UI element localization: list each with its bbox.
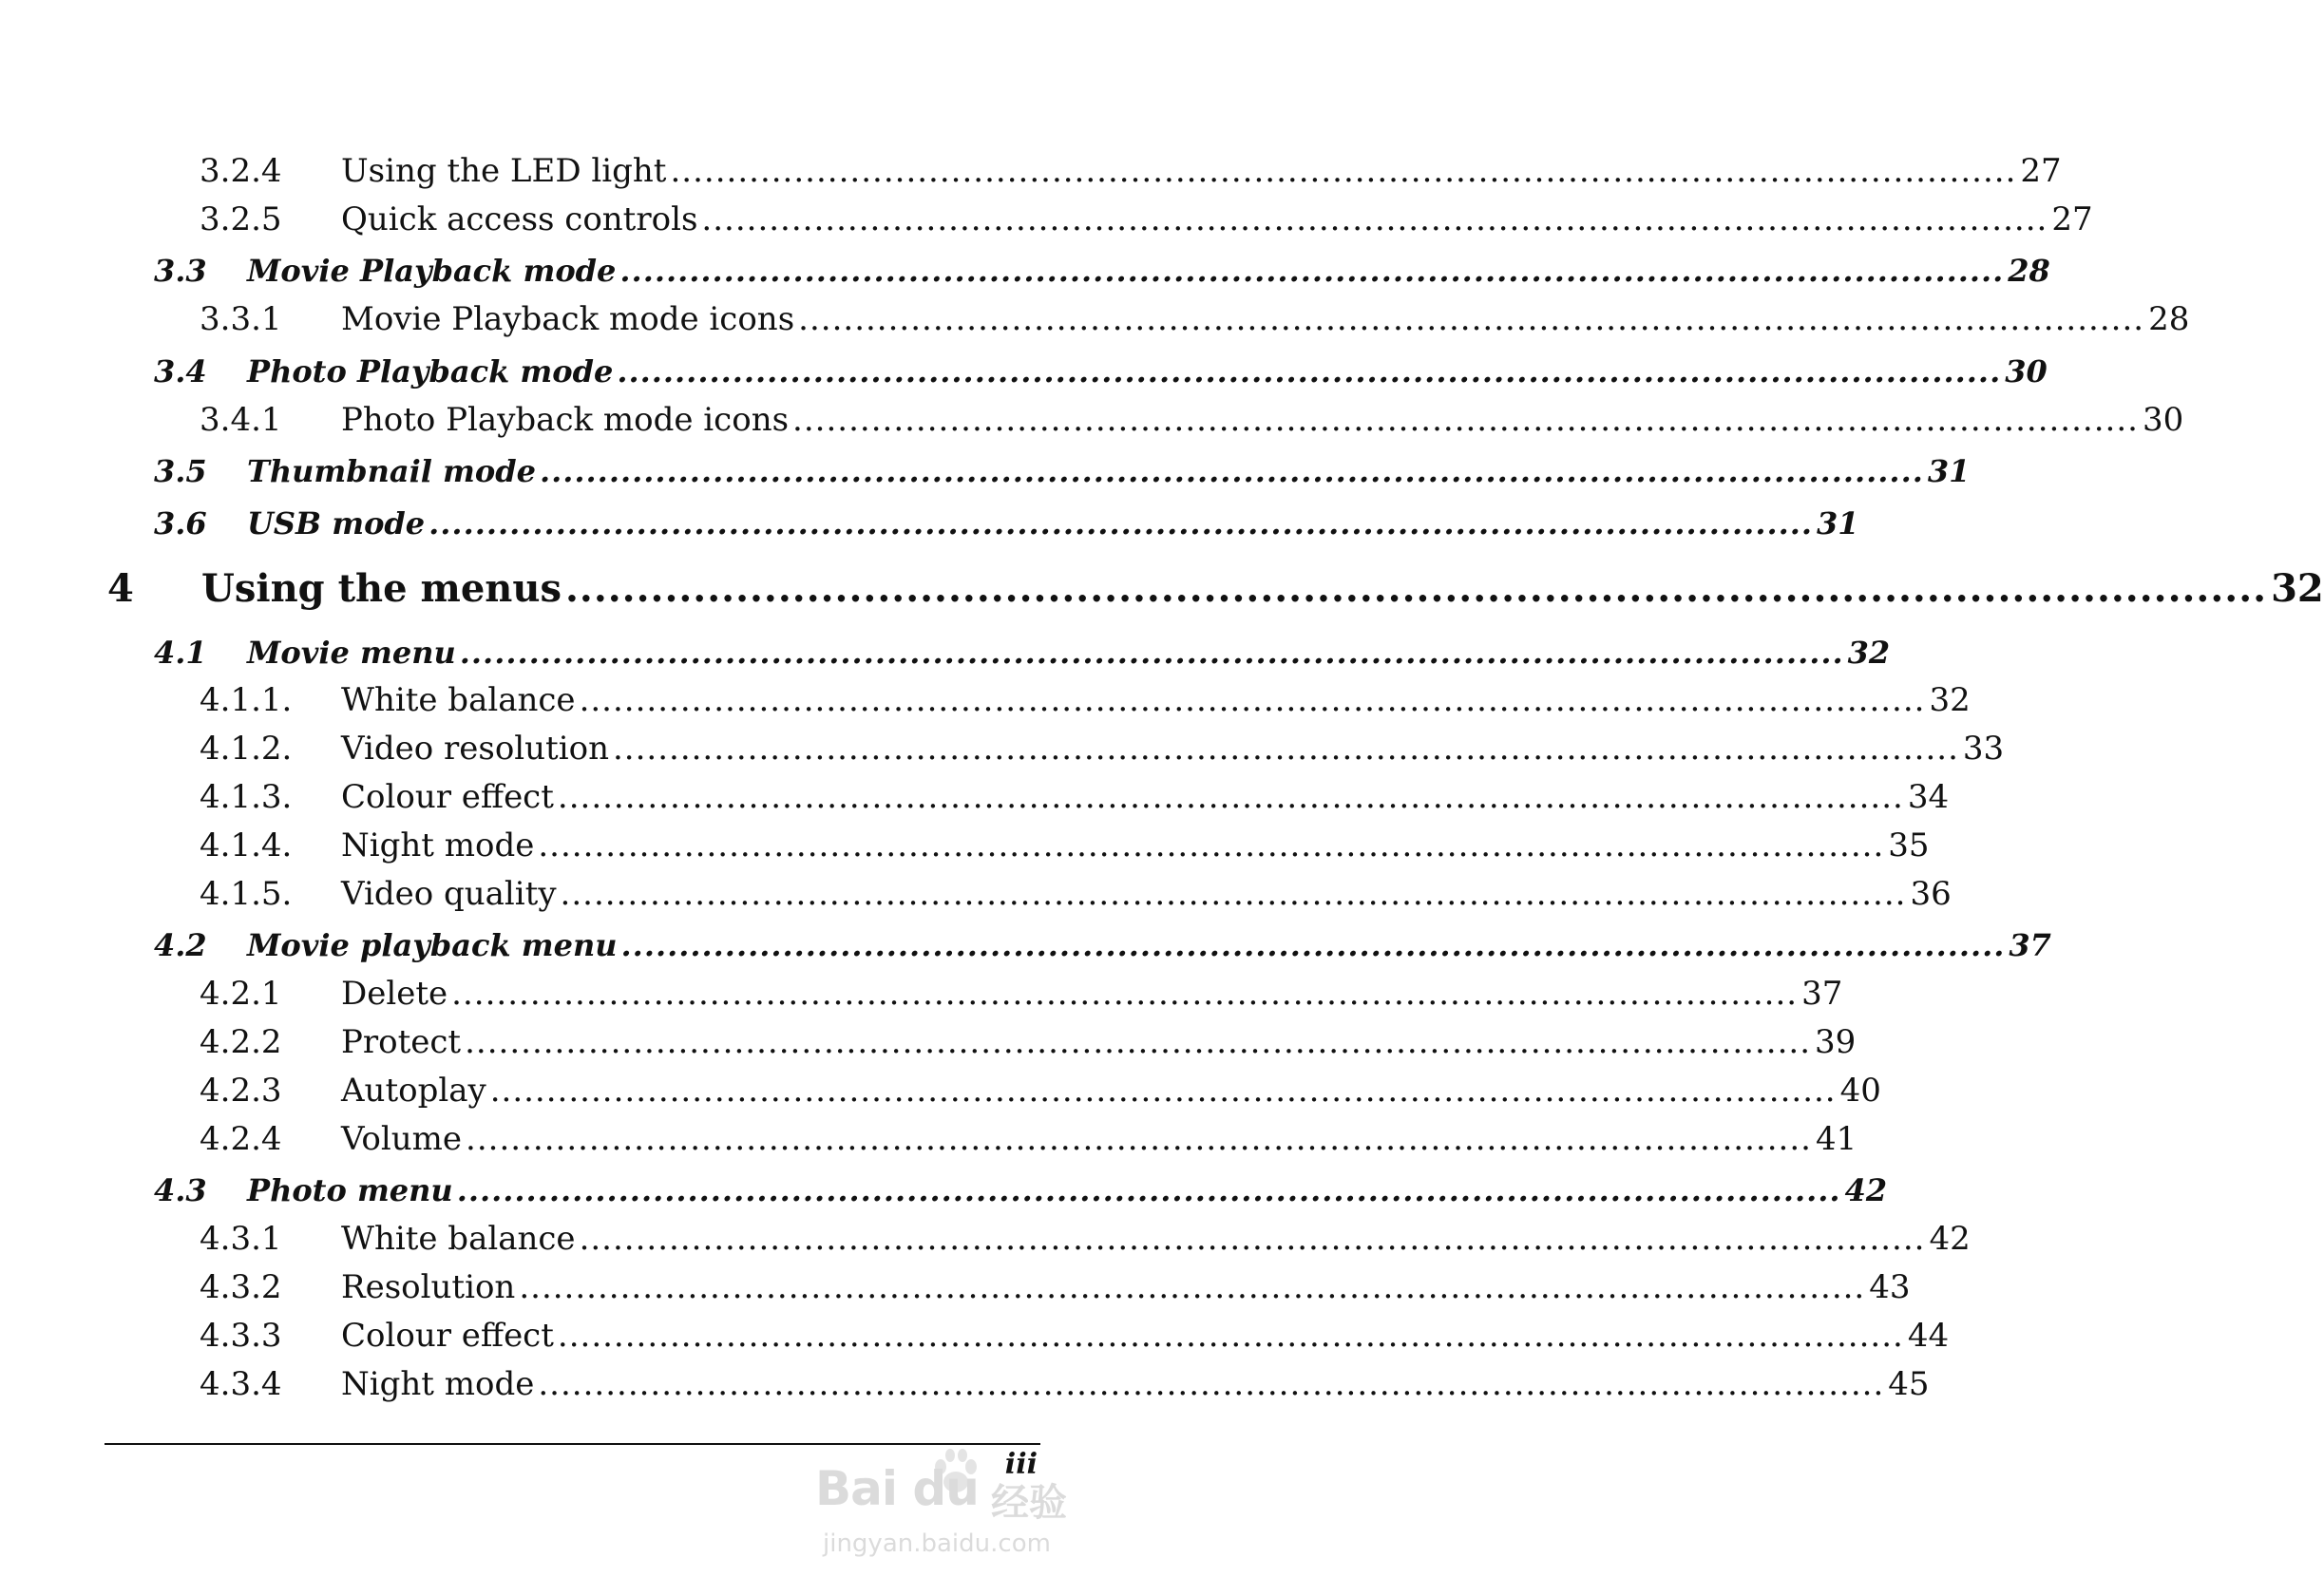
toc-entry-number: 4.2 <box>154 927 207 963</box>
toc-entry-page: 39 <box>1815 1023 1857 1061</box>
toc-entry-title: White balance <box>341 681 576 719</box>
dot-leader: ........................................................................................................................ <box>459 635 1844 671</box>
toc-entry-page: 32 <box>1929 681 1971 719</box>
toc-entry-number: 4.1.2. <box>200 730 293 768</box>
toc-entry-number: 4.1.3. <box>200 778 293 816</box>
dot-leader: ........................................................................................................................ <box>560 875 1907 913</box>
dot-leader: ........................................................................................................................ <box>538 1365 1885 1403</box>
toc-entry-title: Quick access controls <box>341 200 698 238</box>
toc-entry-title: Thumbnail mode <box>247 453 536 489</box>
toc-entry-page: 37 <box>2009 927 2051 963</box>
toc-entry-page: 33 <box>1962 730 2005 768</box>
dot-leader: ........................................................................................................................ <box>465 1023 1812 1061</box>
toc-entry-page: 43 <box>1869 1268 1911 1306</box>
dot-leader: ........................................................................................................................ <box>557 778 1904 816</box>
toc-entry-number: 4.2.4 <box>200 1120 282 1158</box>
toc-entry-number: 4.1.5. <box>200 875 293 913</box>
toc-entry-number: 3.5 <box>154 453 207 489</box>
dot-leader: ........................................................................................................................ <box>557 1317 1904 1355</box>
toc-entry-number: 3.3.1 <box>200 300 282 338</box>
toc-entry-title: Movie menu <box>247 635 456 671</box>
toc-entry-number: 4.1.1. <box>200 681 293 719</box>
dot-leader: ........................................................................................................................ <box>429 505 1814 542</box>
toc-entry-number: 4.2.3 <box>200 1072 282 1110</box>
toc-entry-page: 42 <box>1844 1172 1888 1208</box>
watermark-url: jingyan.baidu.com <box>823 1530 1051 1558</box>
page-number: iii <box>1004 1448 1038 1481</box>
watermark <box>815 1444 1081 1568</box>
toc-entry-title: Movie Playback mode <box>247 253 617 289</box>
toc-entry-title: Using the menus <box>201 566 562 611</box>
toc-entry-title: Photo menu <box>247 1172 453 1208</box>
dot-leader: ........................................................................................................................ <box>670 152 2017 190</box>
toc-entry-title: Night mode <box>341 826 535 864</box>
dot-leader: ........................................................................................................................ <box>620 927 2006 963</box>
toc-entry-number: 3.2.5 <box>200 200 282 238</box>
dot-leader: ........................................................................................................................ <box>519 1268 1866 1306</box>
toc-entry-number: 4.1 <box>154 635 207 671</box>
toc-entry-title: Movie Playback mode icons <box>341 300 795 338</box>
watermark-brand: Bai du <box>815 1461 979 1516</box>
toc-entry-number: 3.6 <box>154 505 207 542</box>
toc-entry-number: 3.2.4 <box>200 152 282 190</box>
toc-entry-number: 4.3.3 <box>200 1317 282 1355</box>
toc-entry-page: 32 <box>1847 635 1891 671</box>
toc-entry-page: 30 <box>2005 353 2048 390</box>
toc-entry-page: 42 <box>1929 1220 1971 1258</box>
toc-entry-page: 28 <box>2148 300 2190 338</box>
dot-leader: ........................................................................................................................ <box>701 200 2048 238</box>
toc-entry-page: 27 <box>2020 152 2062 190</box>
toc-entry-number: 4.1.4. <box>200 826 293 864</box>
toc-entry-number: 4.2.2 <box>200 1023 282 1061</box>
toc-entry-title: Resolution <box>341 1268 516 1306</box>
dot-leader: ........................................................................................................................ <box>466 1120 1812 1158</box>
toc-entry-page: 32 <box>2271 566 2324 611</box>
toc-entry-page: 44 <box>1907 1317 1950 1355</box>
toc-entry-title: Photo Playback mode icons <box>341 401 790 439</box>
dot-leader: ........................................................................................................................ <box>538 826 1885 864</box>
toc-entry-number: 3.3 <box>154 253 207 289</box>
toc-entry-number: 4.3.2 <box>200 1268 282 1306</box>
toc-entry-page: 34 <box>1907 778 1950 816</box>
toc-entry-title: Photo Playback mode <box>247 353 614 390</box>
toc-entry-number: 4.2.1 <box>200 975 282 1013</box>
toc-entry-number: 3.4 <box>154 353 207 390</box>
toc-entry-page: 37 <box>1801 975 1843 1013</box>
toc-entry-page: 35 <box>1888 826 1930 864</box>
toc-entry-title: Video quality <box>341 875 557 913</box>
toc-entry-title: Using the LED light <box>341 152 667 190</box>
toc-entry-page: 28 <box>2008 253 2050 289</box>
toc-entry-title: Colour effect <box>341 1317 554 1355</box>
toc-entry-page: 31 <box>1817 505 1859 542</box>
toc-entry-number: 4.3 <box>154 1172 207 1208</box>
toc-entry-title: Autoplay <box>341 1072 486 1110</box>
toc-entry-page: 41 <box>1815 1120 1857 1158</box>
toc-entry-title: Protect <box>341 1023 462 1061</box>
dot-leader: ........................................................................................................................ <box>539 453 1924 489</box>
dot-leader: ........................................................................................................................ <box>489 1072 1837 1110</box>
dot-leader: ........................................................................................................................ <box>579 1220 1926 1258</box>
watermark-cn: 经验 <box>991 1481 1067 1525</box>
toc-entry-title: Volume <box>341 1120 463 1158</box>
toc-entry-page: 30 <box>2142 401 2184 439</box>
dot-leader: ........................................................................................................................ <box>792 401 2139 439</box>
toc-entry-title: Night mode <box>341 1365 535 1403</box>
toc-entry-number: 3.4.1 <box>200 401 282 439</box>
toc-entry-page: 27 <box>2051 200 2093 238</box>
dot-leader: ........................................................................................................................ <box>619 253 2005 289</box>
toc-entry-title: Movie playback menu <box>247 927 618 963</box>
dot-leader: ........................................................................................................................ <box>579 681 1926 719</box>
toc-entry-title: Video resolution <box>341 730 609 768</box>
toc-entry-page: 31 <box>1927 453 1971 489</box>
dot-leader: ........................................................................................................................ <box>798 300 2145 338</box>
toc-entry-number: 4.3.4 <box>200 1365 282 1403</box>
toc-entry-title: White balance <box>341 1220 576 1258</box>
toc-entry-number: 4 <box>107 566 134 611</box>
dot-leader: ........................................................................................................................ <box>612 730 1959 768</box>
dot-leader: ........................................................................................................................ <box>456 1172 1841 1208</box>
toc-entry-title: Colour effect <box>341 778 554 816</box>
toc-entry-page: 40 <box>1839 1072 1881 1110</box>
toc-entry-page: 45 <box>1888 1365 1930 1403</box>
dot-leader: ........................................................................................................................ <box>617 353 2002 390</box>
toc-entry-title: Delete <box>341 975 448 1013</box>
dot-leader: ........................................................................................................................ <box>564 566 2268 611</box>
dot-leader: ........................................................................................................................ <box>451 975 1799 1013</box>
toc-entry-title: USB mode <box>247 505 426 542</box>
toc-entry-page: 36 <box>1910 875 1952 913</box>
toc-entry-number: 4.3.1 <box>200 1220 282 1258</box>
